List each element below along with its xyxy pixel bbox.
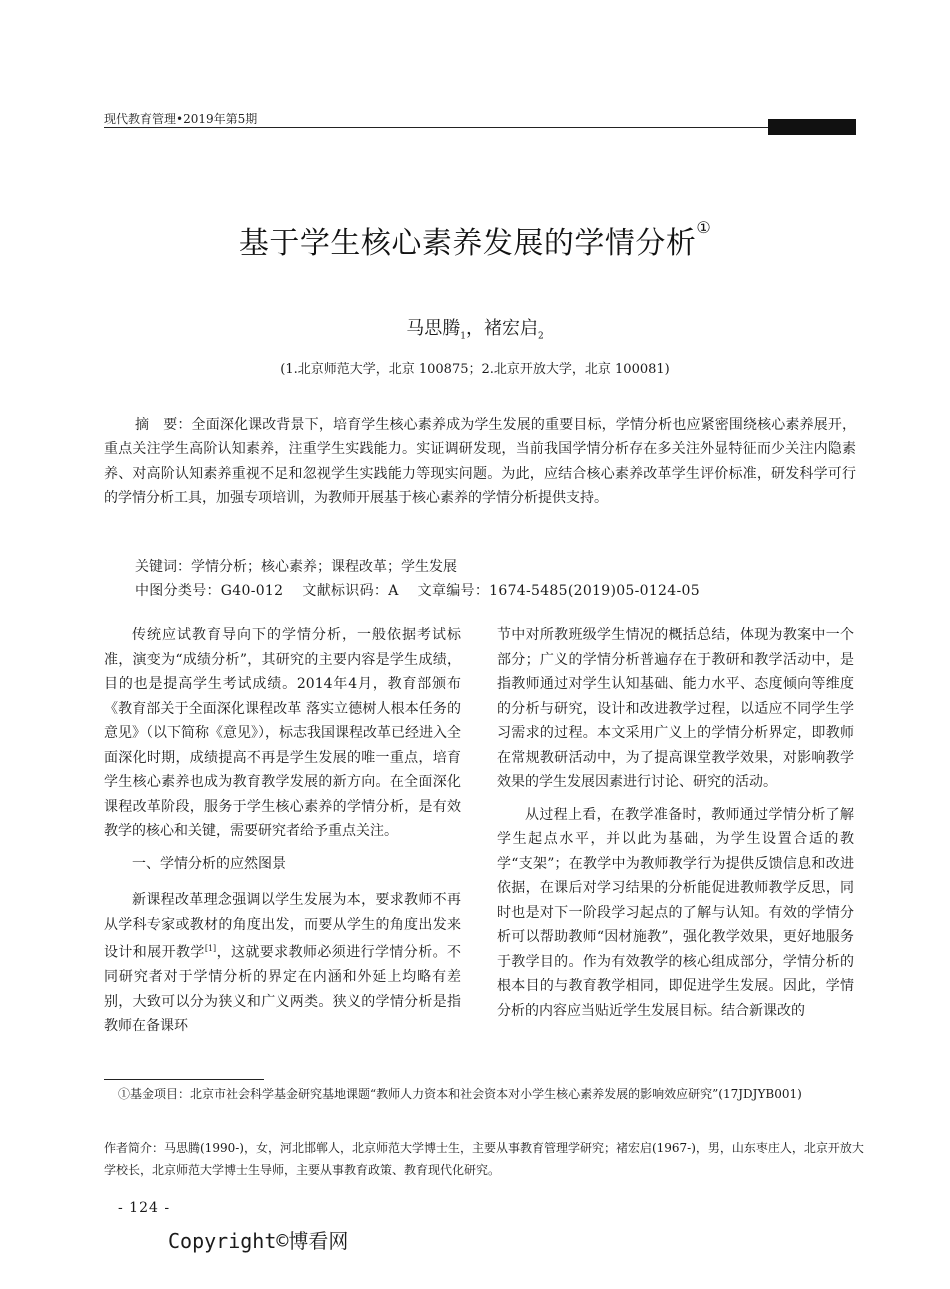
section-heading: 一、学情分析的应然图景 <box>132 855 286 872</box>
header-rule <box>104 127 856 128</box>
header-block <box>768 119 856 135</box>
footnote-authors: 作者简介：马思腾(1990-)，女，河北邯郸人，北京师范大学博士生，主要从事教育管理学研究；褚宏启(1967-)，男，山东枣庄人，北京开放大学校长，北京师范大学博士生导师，主要从事教育政策、教育现代化研究。 <box>104 1141 864 1177</box>
page-number: - 124 - <box>118 1200 171 1216</box>
title-text: 基于学生核心素养发展的学情分析 <box>238 226 697 261</box>
paragraph: 传统应试教育导向下的学情分析，一般依据考试标准，演变为“成绩分析”，其研究的主要内容是学生成绩，目的也是提高学生考试成绩。2014年4月，教育部颁布《教育部关于全面深化课程改革 落实立德树人根本任务的意见》（以下简称《意见》），标志我国课程改革已经进入全面深化时期，成绩提高不再是学生发展的唯一重点，培育学生核心素养也成为教育教学发展的新方向。在全面深化课程改革阶段，服务于学生核心素养的学情分析，是有效教学的核心和关键，需要研究者给予重点关注。 <box>104 627 461 839</box>
abstract: 摘 要：全面深化课改背景下，培育学生核心素养成为学生发展的重要目标，学情分析也应紧密围绕核心素养展开，重点关注学生高阶认知素养，注重学生实践能力。实证调研发现，当前我国学情分析存在多关注外显特征而少关注内隐素养、对高阶认知素养重视不足和忽视学生实践能力等现实问题。为此，应结合核心素养改革学生评价标准，研发科学可行的学情分析工具，加强专项培训，为教师开展基于核心素养的学情分析提供支持。 <box>104 417 856 507</box>
left-column <box>104 623 461 1047</box>
article-title <box>0 218 950 262</box>
keywords: 关键词：学情分析；核心素养；课程改革；学生发展 <box>135 559 457 575</box>
author-1-affil-mark: 1 <box>460 331 466 342</box>
citation-ref: [1] <box>204 944 217 953</box>
classification-line: 中图分类号：G40-012 文献标识码：A 文章编号：1674-5485(2019)05-0124-05 <box>135 583 700 599</box>
copyright-notice: Copyright©博看网 <box>168 1229 349 1253</box>
author-line <box>0 314 950 342</box>
title-footnote-mark: ① <box>696 218 712 237</box>
footnote-rule <box>104 1079 264 1080</box>
journal-header: 现代教育管理•2019年第5期 <box>104 112 258 126</box>
paragraph <box>104 888 461 1039</box>
paragraph-text: ，这就要求教师必须进行学情分析。不同研究者对于学情分析的界定在内涵和外延上均略有差别，大致可以分为狭义和广义两类。狭义的学情分析是指教师在备课环 <box>104 944 462 1035</box>
right-column <box>497 623 854 1031</box>
author-2: 褚宏启 <box>484 318 538 339</box>
author-separator: ， <box>466 318 484 339</box>
footnote-funding: ①基金项目：北京市社会科学基金研究基地课题“教师人力资本和社会资本对小学生核心素养发展的影响效应研究”(17JDJYB001) <box>118 1087 802 1101</box>
paragraph-text: 新课程改革理念强调以学生发展为本，要求教师不再从学科专家或教材的角度出发，而要从学生的角度出发来设计和展开教学 <box>104 892 461 961</box>
paragraph: 节中对所教班级学生情况的概括总结，体现为教案中一个部分；广义的学情分析普遍存在于教研和教学活动中，是指教师通过对学生认知基础、能力水平、态度倾向等维度的分析与研究，设计和改进教学过程，以适应不同学生学习需求的过程。本文采用广义上的学情分析界定，即教师在常规教研活动中，为了提高课堂教学效果，对影响教学效果的学生发展因素进行讨论、研究的活动。 <box>497 627 854 790</box>
paragraph: 从过程上看，在教学准备时，教师通过学情分析了解学生起点水平，并以此为基础，为学生设置合适的教学“支架”；在教学中为教师教学行为提供反馈信息和改进依据，在课后对学习结果的分析能促进教师教学反思，同时也是对下一阶段学习起点的了解与认知。有效的学情分析可以帮助教师“因材施教”，强化教学效果，更好地服务于教学目的。作为有效教学的核心组成部分，学情分析的根本目的与教育教学相同，即促进学生发展。因此，学情分析的内容应当贴近学生发展目标。结合新课改的 <box>497 806 854 1019</box>
affiliation: (1.北京师范大学，北京 100875；2.北京开放大学，北京 100081) <box>280 362 670 377</box>
author-2-affil-mark: 2 <box>538 331 544 342</box>
author-1: 马思腾 <box>406 318 461 339</box>
